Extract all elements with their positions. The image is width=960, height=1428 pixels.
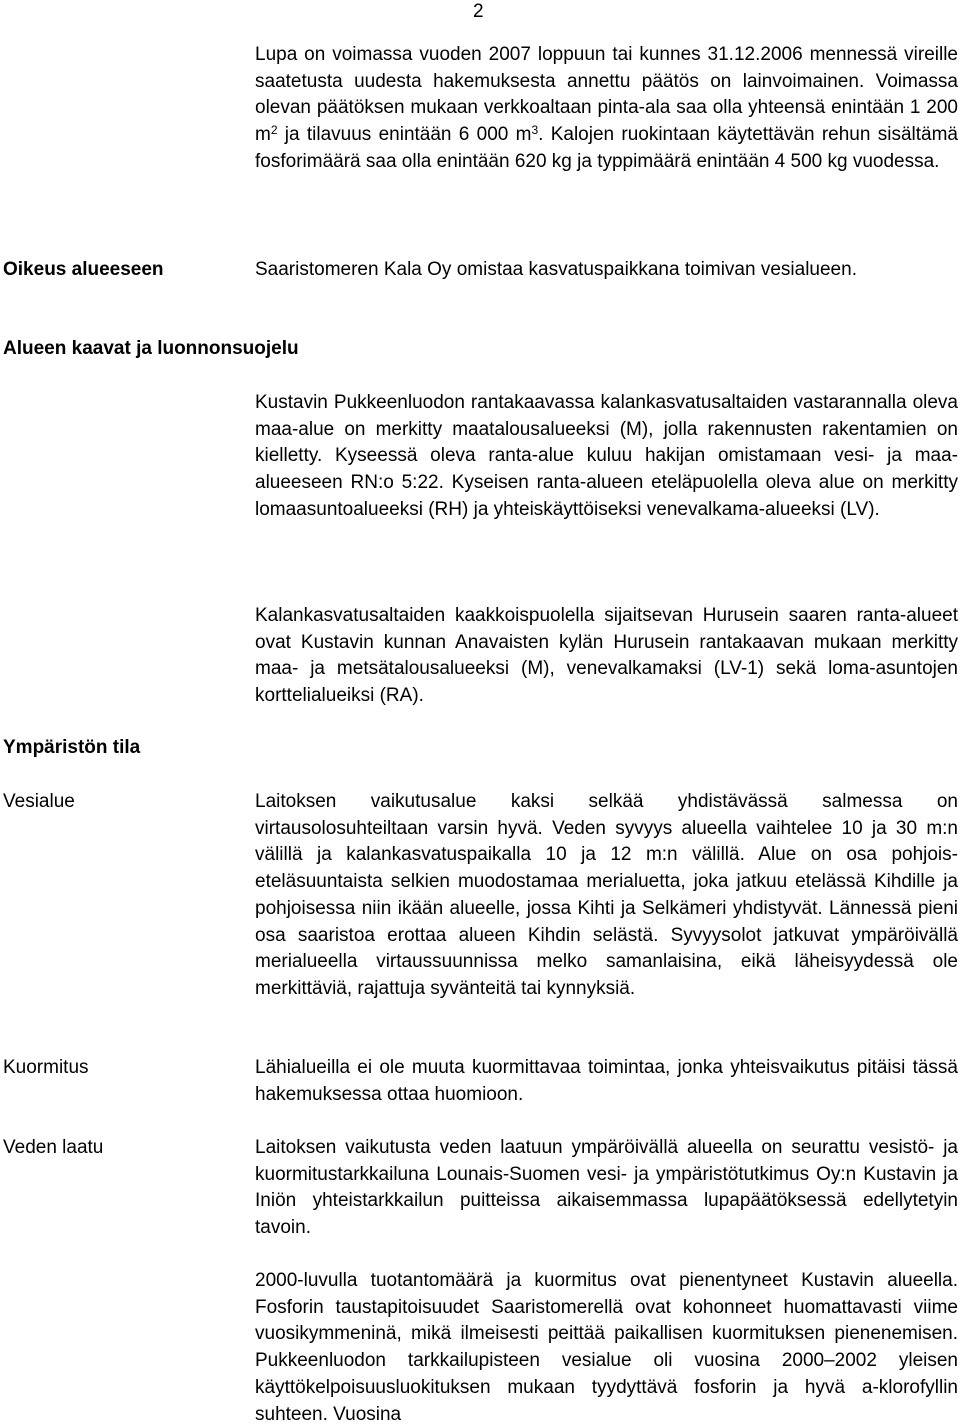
intro-superscript-volume: 3 (531, 123, 539, 138)
oikeus-heading: Oikeus alueeseen (3, 259, 164, 280)
kuormitus-paragraph: Lähialueilla ei ole muuta kuormittavaa toimintaa, jonka yhteisvaikutus pitäisi tässä hakemuksessa ottaa huomioon. (255, 1057, 958, 1105)
page-number: 2 (473, 1, 484, 22)
kuormitus-label: Kuormitus (3, 1057, 89, 1078)
kaavat-paragraph-2: Kalankasvatusaltaiden kaakkoispuolella sijaitsevan Hurusein saaren ranta-alueet ovat Kustavin kunnan Anavaisten kylän Hurusein rantakaavan mukaan merkitty maa- ja metsätalousalueeksi (M), venevalkamaksi (LV-1) sekä loma-asuntojen korttelialueiksi (RA). (255, 605, 958, 707)
veden-laatu-paragraph-1: Laitoksen vaikutusta veden laatuun ympäröivällä alueella on seurattu vesistö- ja kuormitustarkkailuna Lounais-Suomen vesi- ja ympäristötutkimus Oy:n Kustavin ja Iniön yhteistarkkailun puitteissa aikaisemmassa lupapäätöksessä edellytetyin tavoin. (255, 1137, 958, 1239)
vesialue-paragraph: Laitoksen vaikutusalue kaksi selkää yhdistävässä salmessa on virtausolosuhteiltaan varsin hyvä. Veden syvyys alueella vaihtelee 10 ja 30 m:n välillä ja kalankasvatuspaikalla 10 ja 12 m:n välillä. Alue on osa pohjois-eteläsuuntaista selkien muodostamaa merialuetta, joka jatkuu etelässä Kihdille ja pohjoisessa niin ikään alueelle, jossa Kihti ja Selkämeri yhdistyvät. Lännessä pieni osa saaristoa erottaa alueen Kihdin selästä. Syvyysolot jatkuvat ympäröivällä merialueella virtaussuunnissa melko samanlaisina, eikä läheisyydessä ole merkittäviä, rajattuja syvänteitä tai kynnyksiä. (255, 791, 958, 999)
intro-text-a: Lupa on voimassa vuoden 2007 loppuun tai kunnes 31.12.2006 mennessä vireille saatetusta uudesta hakemuksesta annettu päätös on lainvoimainen. Voimassa olevan päätöksen mukaan verkkoaltaan pinta-ala saa olla yhteensä enintään 1 200 m (255, 44, 958, 146)
intro-text-b: ja tilavuus enintään 6 000 m (277, 124, 532, 146)
kaavat-paragraph-1: Kustavin Pukkeenluodon rantakaavassa kalankasvatusaltaiden vastarannalla oleva maa-alue on merkitty maatalousalueeksi (M), jolla rakennusten rakentamien on kielletty. Kyseessä oleva ranta-alue kuluu hakijan omistamaan vesi- ja maa-alueeseen RN:o 5:22. Kyseisen ranta-alueen eteläpuolella oleva alue on merkitty lomaasuntoalueeksi (RH) ja yhteiskäyttöiseksi venevalkama-alueeksi (LV). (255, 392, 958, 520)
veden-laatu-paragraph-2: 2000-luvulla tuotantomäärä ja kuormitus ovat pienentyneet Kustavin alueella. Fosforin taustapitoisuudet Saaristomerellä ovat kohonneet huomattavasti viime vuosikymmeninä, mikä ilmeisesti peittää paikallisen kuormituksen pienenemisen. Pukkeenluodon tarkkailupisteen vesialue oli vuosina 2000–2002 yleisen käyttökelpoisuusluokituksen mukaan tyydyttävä fosforin ja hyvä a-klorofyllin suhteen. Vuosina (255, 1270, 958, 1425)
oikeus-paragraph: Saaristomeren Kala Oy omistaa kasvatuspaikkana toimivan vesialueen. (255, 259, 857, 280)
kaavat-heading: Alueen kaavat ja luonnonsuojelu (3, 338, 299, 359)
vesialue-label: Vesialue (3, 791, 75, 812)
ymparisto-heading: Ympäristön tila (3, 737, 141, 758)
veden-laatu-label: Veden laatu (3, 1137, 104, 1158)
intro-text-c: . Kalojen ruokintaan käytettävän rehun sisältämä fosforimäärä saa olla enintään 620 kg ja typpimäärä enintään 4 500 kg vuodessa. (255, 124, 958, 172)
intro-superscript-area: 2 (270, 123, 278, 138)
intro-paragraph (255, 42, 958, 176)
